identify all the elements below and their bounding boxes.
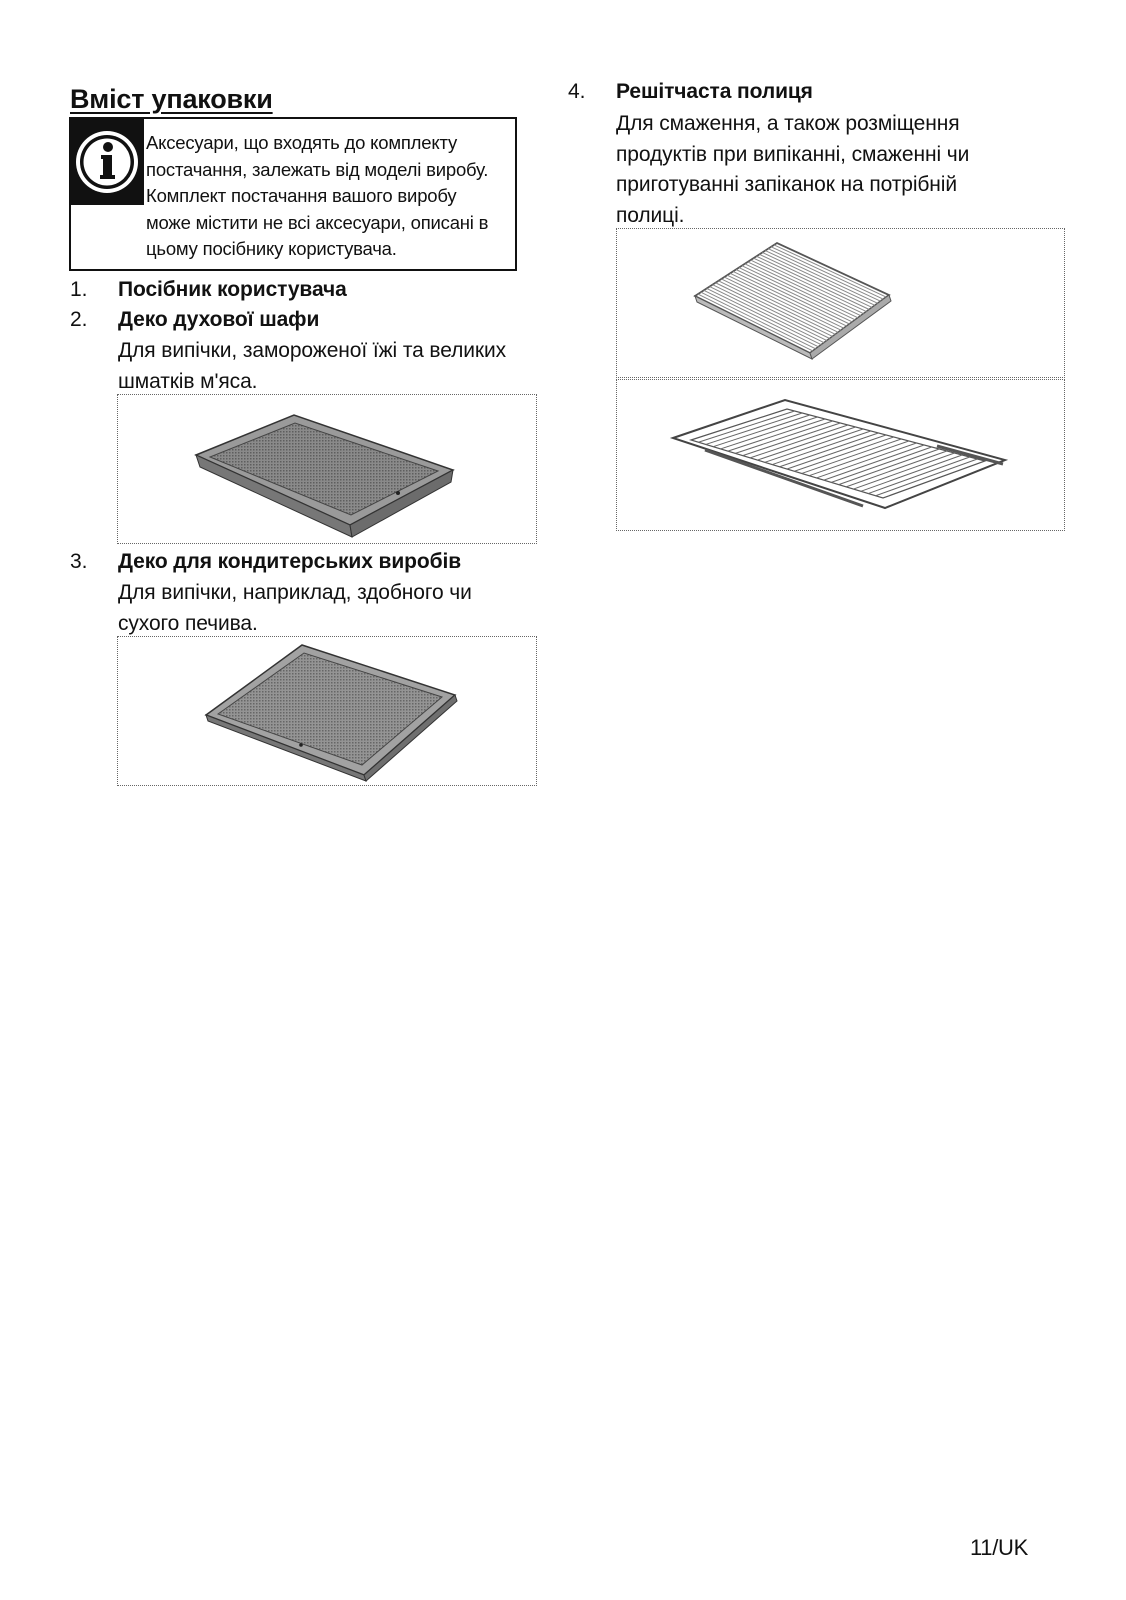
info-line: Аксесуари, що входять до комплекту — [146, 132, 457, 153]
desc-line: продуктів при випіканні, смаженні чи — [616, 142, 970, 166]
item-number: 4. — [568, 80, 586, 103]
item-number: 3. — [70, 550, 88, 573]
item-number: 1. — [70, 278, 88, 301]
item-heading: Деко духової шафи — [118, 308, 320, 331]
flat-tray-image — [117, 636, 537, 786]
info-line: Комплект постачання вашого виробу — [146, 185, 457, 206]
desc-line: Для смаження, а також розміщення — [616, 112, 960, 135]
desc-line: приготуванні запіканок на потрібній — [616, 173, 958, 196]
item-description — [616, 109, 969, 231]
desc-line: полиці. — [616, 203, 685, 227]
section-title: Вміст упаковки — [70, 84, 273, 114]
desc-line: Для випічки, наприклад, здобного чи — [118, 581, 472, 604]
info-line: постачання, залежать від моделі виробу. — [146, 158, 489, 180]
desc-line: шматків м'яса. — [118, 369, 258, 393]
item-number: 2. — [70, 308, 88, 331]
info-line: може містити не всі аксесуари, описані в — [146, 211, 489, 233]
item-heading: Деко для кондитерських виробів — [118, 550, 462, 573]
info-note-text — [146, 130, 518, 263]
item-heading: Решітчаста полиця — [616, 80, 813, 103]
deep-tray-image — [117, 394, 537, 544]
page-number: 11/UK — [970, 1535, 1029, 1560]
item-description — [118, 578, 472, 639]
item-description — [118, 336, 506, 397]
wire-grill-image — [616, 228, 1065, 378]
desc-line: Для випічки, замороженої їжі та великих — [118, 339, 507, 362]
info-line: цьому посібнику користувача. — [146, 238, 397, 259]
info-icon — [70, 118, 144, 205]
desc-line: сухого печива. — [118, 611, 258, 635]
info-note — [69, 117, 517, 271]
wire-rack-image — [616, 379, 1065, 531]
item-heading: Посібник користувача — [118, 278, 347, 301]
